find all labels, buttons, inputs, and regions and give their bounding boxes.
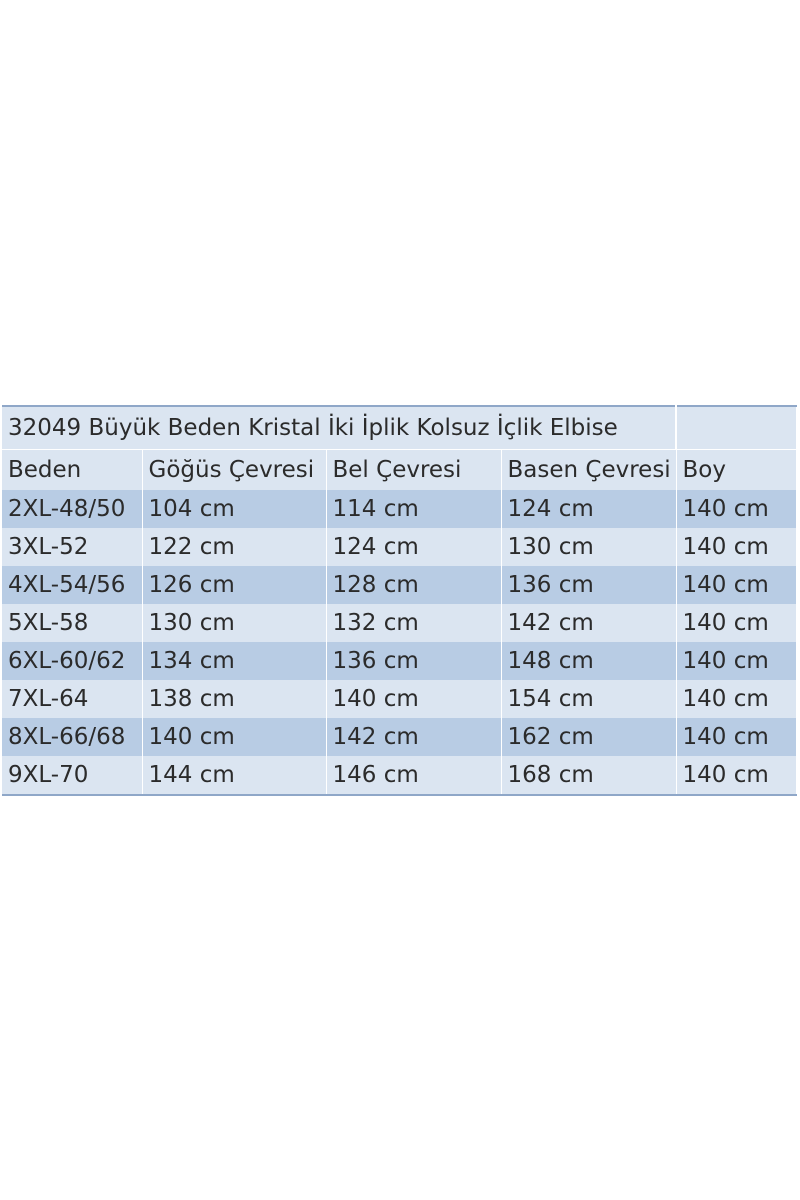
chest-cell: 138 cm [142, 680, 326, 718]
length-cell: 140 cm [676, 718, 796, 756]
table-row [2, 756, 796, 795]
chest-cell: 104 cm [142, 490, 326, 528]
waist-cell: 142 cm [326, 718, 501, 756]
chest-cell: 130 cm [142, 604, 326, 642]
table-row [2, 490, 796, 528]
waist-cell: 128 cm [326, 566, 501, 604]
size-cell: 8XL-66/68 [2, 718, 142, 756]
size-chart-table [2, 405, 797, 796]
title-empty-cell [676, 406, 796, 450]
table-row [2, 566, 796, 604]
title-row [2, 406, 796, 450]
header-gogus-cevresi: Göğüs Çevresi [142, 450, 326, 491]
chest-cell: 134 cm [142, 642, 326, 680]
hip-cell: 162 cm [501, 718, 676, 756]
header-boy: Boy [676, 450, 796, 491]
size-cell: 2XL-48/50 [2, 490, 142, 528]
size-cell: 7XL-64 [2, 680, 142, 718]
waist-cell: 114 cm [326, 490, 501, 528]
table-row [2, 642, 796, 680]
length-cell: 140 cm [676, 604, 796, 642]
hip-cell: 124 cm [501, 490, 676, 528]
table-row [2, 528, 796, 566]
hip-cell: 168 cm [501, 756, 676, 795]
header-beden: Beden [2, 450, 142, 491]
length-cell: 140 cm [676, 566, 796, 604]
waist-cell: 136 cm [326, 642, 501, 680]
hip-cell: 130 cm [501, 528, 676, 566]
waist-cell: 140 cm [326, 680, 501, 718]
chest-cell: 144 cm [142, 756, 326, 795]
length-cell: 140 cm [676, 528, 796, 566]
chest-cell: 140 cm [142, 718, 326, 756]
header-basen-cevresi: Basen Çevresi [501, 450, 676, 491]
chest-cell: 126 cm [142, 566, 326, 604]
waist-cell: 146 cm [326, 756, 501, 795]
header-bel-cevresi: Bel Çevresi [326, 450, 501, 491]
hip-cell: 142 cm [501, 604, 676, 642]
length-cell: 140 cm [676, 642, 796, 680]
table-title: 32049 Büyük Beden Kristal İki İplik Kolsuz İçlik Elbise [2, 406, 676, 450]
table-row [2, 604, 796, 642]
size-cell: 3XL-52 [2, 528, 142, 566]
hip-cell: 136 cm [501, 566, 676, 604]
length-cell: 140 cm [676, 680, 796, 718]
size-cell: 5XL-58 [2, 604, 142, 642]
length-cell: 140 cm [676, 756, 796, 795]
length-cell: 140 cm [676, 490, 796, 528]
table-row [2, 718, 796, 756]
size-cell: 4XL-54/56 [2, 566, 142, 604]
chest-cell: 122 cm [142, 528, 326, 566]
waist-cell: 124 cm [326, 528, 501, 566]
hip-cell: 148 cm [501, 642, 676, 680]
hip-cell: 154 cm [501, 680, 676, 718]
size-cell: 6XL-60/62 [2, 642, 142, 680]
header-row [2, 450, 796, 491]
waist-cell: 132 cm [326, 604, 501, 642]
table-row [2, 680, 796, 718]
size-cell: 9XL-70 [2, 756, 142, 795]
